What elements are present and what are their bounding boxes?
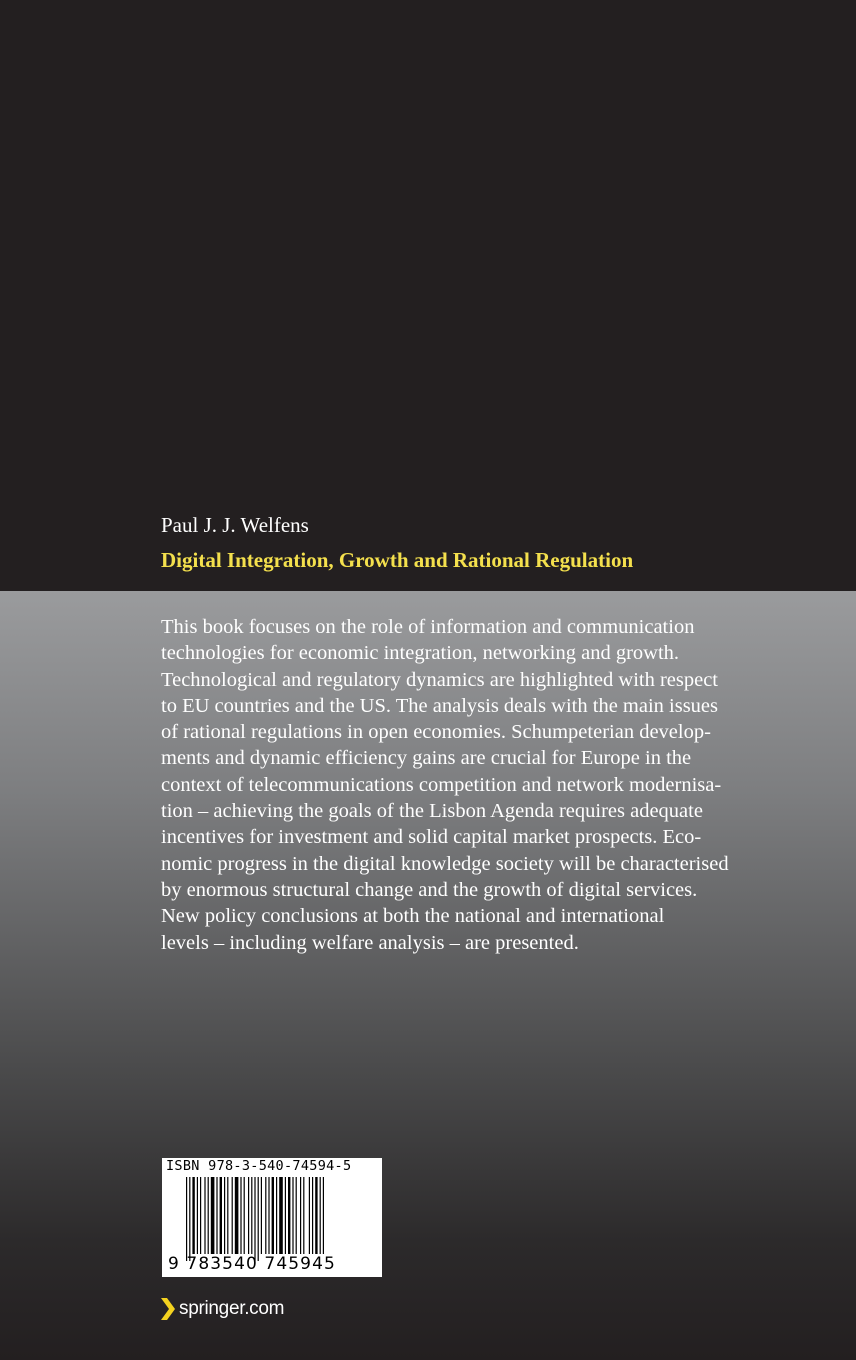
barcode-bar: [200, 1177, 201, 1254]
barcode-bar: [312, 1177, 313, 1254]
barcode-bar: [224, 1177, 225, 1254]
isbn-label: ISBN 978-3-540-74594-5: [166, 1158, 352, 1174]
isbn-barcode: [162, 1158, 382, 1277]
blurb-line: New policy conclusions at both the national and international: [161, 905, 665, 928]
barcode-bar: [197, 1177, 198, 1254]
ean-digits: 9 783540 745945: [168, 1254, 336, 1274]
barcode-bar: [208, 1177, 209, 1254]
barcode-bar: [300, 1177, 301, 1254]
barcode-bar: [258, 1177, 259, 1261]
barcode-bar: [244, 1177, 245, 1254]
blurb-line: context of telecommunications competition and network modernisa-: [161, 773, 722, 796]
blurb-line: by enormous structural change and the growth of digital services.: [161, 878, 698, 901]
blurb-line: ments and dynamic efficiency gains are crucial for Europe in the: [161, 747, 692, 770]
blurb-line: to EU countries and the US. The analysis deals with the main issues: [161, 694, 719, 717]
barcode-bar: [309, 1177, 310, 1254]
blurb-line: technologies for economic integration, networking and growth.: [161, 642, 680, 665]
blurb-line: This book focuses on the role of information and communication: [161, 616, 695, 638]
barcode-bar: [323, 1177, 324, 1254]
blurb-line: Technological and regulatory dynamics are highlighted with respect: [161, 668, 719, 691]
barcode-bar: [240, 1177, 241, 1254]
barcode-bar: [186, 1177, 187, 1261]
barcode-bar: [192, 1177, 194, 1254]
barcode-bar: [189, 1177, 190, 1261]
blurb-line: incentives for investment and solid capital market prospects. Eco-: [161, 826, 702, 849]
barcode-bar: [285, 1177, 286, 1254]
publisher-link[interactable]: [161, 1296, 284, 1322]
barcode-bar: [268, 1177, 269, 1254]
barcode-bar: [248, 1177, 249, 1254]
barcode-bar: [216, 1177, 217, 1254]
author-name: Paul J. J. Welfens: [161, 513, 309, 537]
chevron-right-icon: [161, 1298, 175, 1320]
blurb-line: levels – including welfare analysis – are presented.: [161, 931, 579, 954]
book-title: Digital Integration, Growth and Rational Regulation: [161, 548, 634, 572]
blurb: [161, 614, 811, 956]
barcode-bar: [296, 1177, 297, 1254]
barcode-bar: [254, 1177, 255, 1261]
blurb-line: of rational regulations in open economies. Schumpeterian develop-: [161, 721, 711, 744]
barcode-bar: [235, 1177, 239, 1254]
blurb-line: nomic progress in the digital knowledge society will be characterised: [161, 852, 729, 875]
barcode-bar: [276, 1177, 277, 1254]
barcode-bar: [272, 1177, 274, 1254]
barcode-bar: [265, 1177, 266, 1254]
barcode-bar: [288, 1177, 290, 1254]
barcode-bar: [204, 1177, 205, 1254]
barcode-bar: [227, 1177, 228, 1254]
barcode-bar: [232, 1177, 233, 1254]
barcode-bar: [279, 1177, 283, 1254]
publisher-url: springer.com: [179, 1298, 285, 1319]
barcode-bar: [292, 1177, 293, 1254]
barcode-bar: [220, 1177, 222, 1254]
barcode-bar: [211, 1177, 215, 1254]
cover-top-panel: [0, 0, 856, 591]
barcode-bar: [315, 1177, 317, 1254]
barcode-bar: [261, 1177, 262, 1254]
barcode-bar: [303, 1177, 304, 1254]
blurb-line: tion – achieving the goals of the Lisbon Agenda requires adequate: [161, 800, 703, 823]
barcode-bar: [320, 1177, 321, 1254]
barcode-bar: [251, 1177, 252, 1254]
